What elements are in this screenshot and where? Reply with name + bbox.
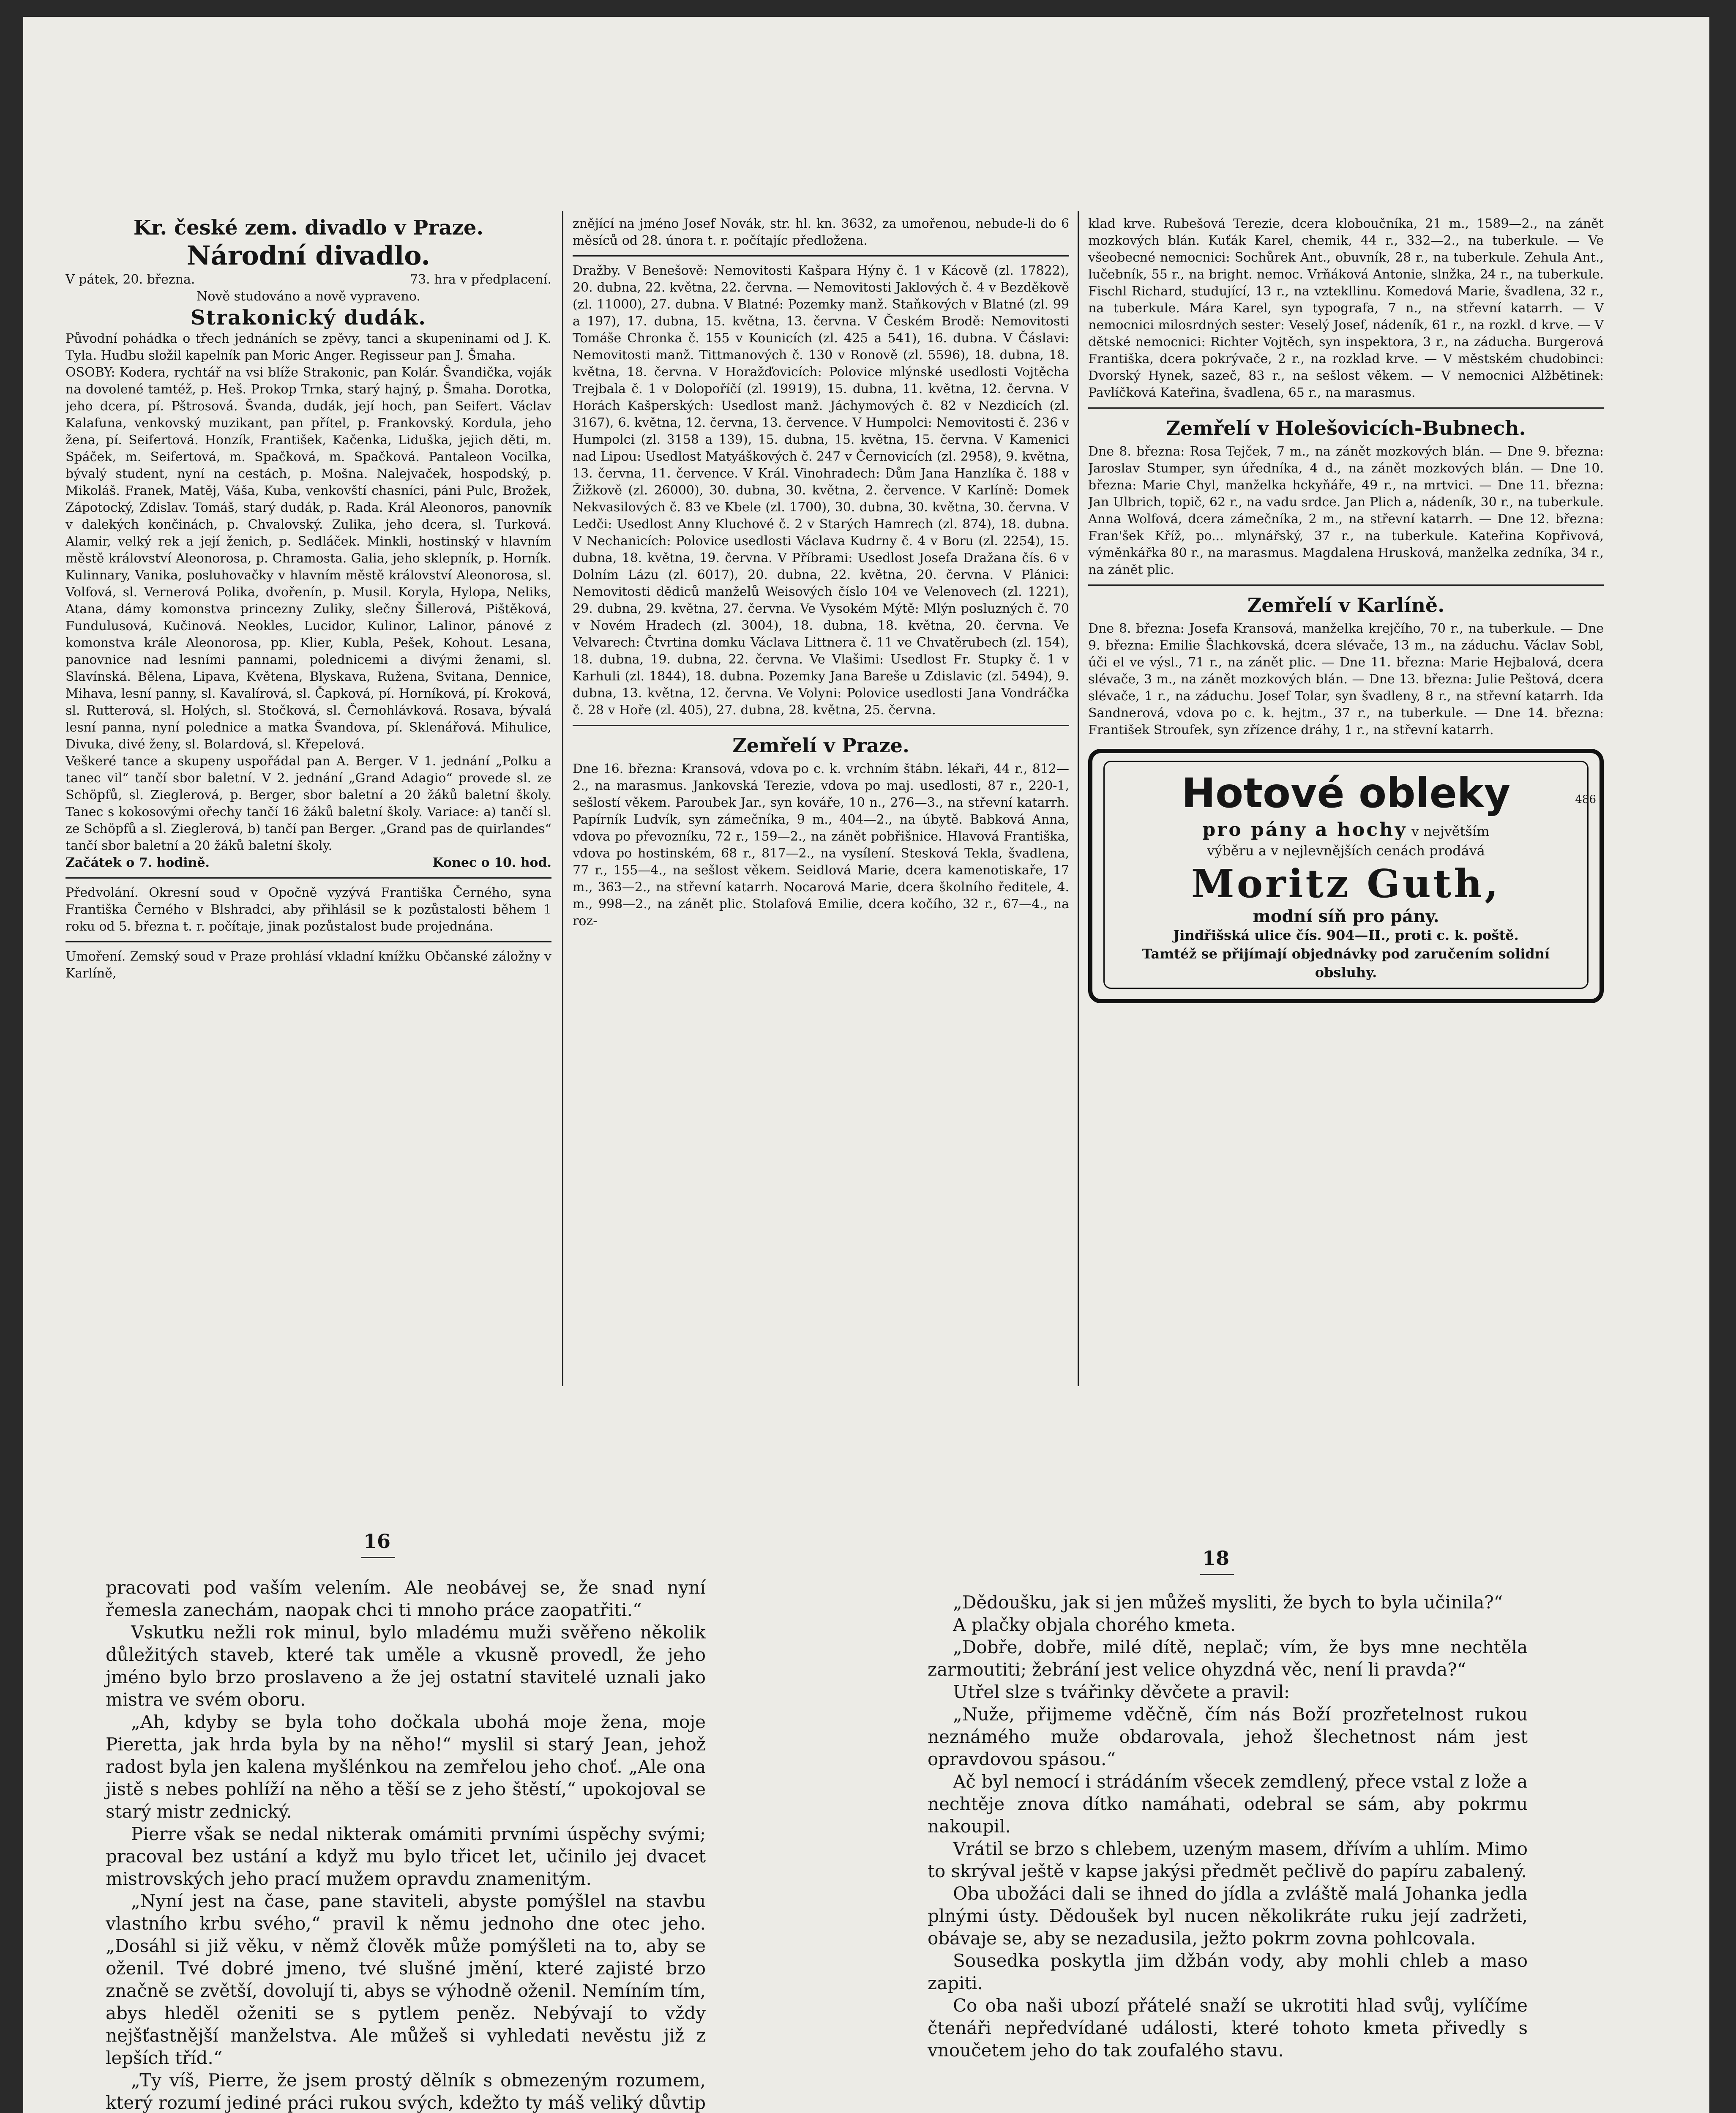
start-time: Začátek o 7. hodině. — [66, 855, 210, 870]
auctions-list: Dražby. V Benešově: Nemovitosti Kašpara Hýny č. 1 v Kácově (zl. 17822), 20. dubna, 22. května, 22. června. — Nemovitosti Jaklových č. 4 v Bezděkově (zl. 11000), 27. dubna. V Blatné: Pozemky manž. Staňkových v Blatné (zl. 99 a 197), 17. dubna, 15. května, 13. června. V Českém Brodě: Nemovitosti Tomáše Chronka č. 155 v Kounicích (zl. 425 a 541), 16. dubna. V Čáslavi: Nemovitosti manž. Tittmanových č. 130 v Ronově (zl. 5596), 18. dubna, 18. května, 18. června. V Horažďovicích: Polovice mlýnské usedlosti Vojtěcha Trejbala č. 1 v Dolopoříčí (zl. 19919), 15. dubna, 11. května, 12. června. V Horách Kašperských: Usedlost manž. Jáchymových č. 82 v Nezdicích (zl. 3167), 6. května, 12. června, 13. července. V Humpolci: Nemovitosti č. 236 v Humpolci (zl. 3158 a 139), 15. dubna, 15. května, 15. června. V Kamenici nad Lipou: Usedlost Matyáškových č. 247 v Černovicích (zl. 2958), 9. května, 13. června, 11. července. V Král. Vinohradech: Dům Jana Hanzlíka č. 188 v Žižkově (zl. 26000), 30. dubna, 30. května, 2. července. V Karlíně: Domek Nekvasilových č. 83 ve Kbele (zl. 1700), 30. dubna, 30. května, 30. června. V Ledči: Usedlost Anny Kluchové č. 2 v Starých Hamrech (zl. 874), 18. dubna. V Nechanicích: Polovice usedlosti Václava Kudrny č. 4 v Boru (zl. 2254), 15. dubna, 18. května, 19. června. V Příbrami: Usedlost Josefa Dražana čís. 6 v Dolním Lázu (zl. 6017), 20. dubna, 22. května, 20. června. V Plánici: Nemovitosti dědiců manželů Weisových číslo 104 ve Velenovech (zl. 1221), 29. dubna, 29. května, 27. června. Ve Vysokém Mýtě: Mlýn posluzných č. 70 v Novém Hradech (zl. 3004), 18. dubna, 18. května, 20. června. Ve Velvarech: Čtvrtina domku Václava Littnera č. 11 ve Chvatěrubech (zl. 154), 18. dubna, 19. dubna, 22. června. Ve Vlašimi: Usedlost Fr. Stupky č. 1 v Karhuli (zl. 1844), 18. dubna. Pozemky Jana Bareše u Zdislavic (zl. 5494), 9. dubna, 13. května, 12. června. Ve Volyni: Polovice usedlosti Jana Vondráčka č. 28 v Hoře (zl. 405), 27. dubna, 28. května, 25. června. — [573, 263, 1069, 718]
paragraph: Utřel slze s tvářinky děvčete a pravil: — [953, 1682, 1290, 1702]
left-page-number: 16 — [363, 1530, 391, 1553]
divider — [66, 877, 551, 879]
cast-list: OSOBY: Kodera, rychtář na vsi blíže Strakonic, pan Kolár. Švandička, voják na dovolené tamtéž, p. Heš. Prokop Trnka, starý hajný, p. Šmaha. Dorotka, jeho dcera, pí. Pštrosová. Švanda, dudák, její hoch, pan Seifert. Václav Kalafuna, venkovský muzikant, pan přítel, p. Frankovský. Kordula, jeho žena, pí. Seifertová. Honzík, František, Kačenka, Liduška, jejich děti, m. Spáček, m. Seifertová, m. Spačková, m. Spačková. Pantaleon Vocilka, bývalý student, nyní na cestách, p. Mošna. Nalejvaček, hospodský, p. Mikoláš. Franek, Matěj, Váša, Kuba, venkovští chasníci, páni Pulc, Brožek, Zápotocký, Zdislav. Tomáš, starý dudák, p. Rada. Král Aleonoros, panovník v dalekých končinách, p. Chvalovský. Zulika, jeho dcera, sl. Turková. Alamir, velký rek a její ženich, p. Sedláček. Minkli, hostinský v hlavním městě království Aleonorosa, p. Chramosta. Galia, jeho sklepník, p. Horník. Kulinnary, Vanika, posluhovačky v hlavním městě království Aleonorosa, sl. Volfová, sl. Vernerová Polika, dvořenín, p. Musil. Koryla, Hylopa, Neliks, Atana, dámy komonstva princezny Zuliky, slečny Šillerová, Pištěková, Fundulusová, Kučinová. Neokles, Lucidor, Kulinor, Lalinor, pánové z komonstva krále Aleonorosa, pp. Klier, Kubla, Pešek, Kohout. Lesana, panovnice nad lesními pannami, polednicemi a divými ženami, sl. Slavínská. Bělena, Lipava, Květena, Blyskava, Ružena, Svitana, Dennice, Mihava, lesní panny, sl. Kavalírová, sl. Čapková, pí. Horníková, pí. Kroková, sl. Rutterová, sl. Holých, sl. Stočková, sl. Černohlávková. Rosava, bývalá lesní panna, nyní polednice a matka Švandova, pí. Sklenářová. Mihulice, Divuka, divé ženy, sl. Bolardová, sl. Křepelová. — [66, 365, 551, 752]
page-number-rule — [361, 1557, 395, 1558]
deaths-prague-continued: klad krve. Rubešová Terezie, dcera kloboučníka, 21 m., 1589—2., na zánět mozkových blán. Kuťák Karel, chemik, 44 r., 332—2., na tuberkule. — Ve všeobecné nemocnici: Sochůrek Ant., obuvník, 28 r., na tuberkule. Zehula Ant., lučebník, 55 r., na bright. nemoc. Vrňáková Antonie, slnžka, 24 r., na tuberkule. Fischl Richard, studující, 13 r., na vztekllinu. Komedová Marie, švadlena, 32 r., na tuberkule. Mára Karel, syn typografa, 7 n., na střevní katarrh. — V nemocnici milosrdných sester: Veselý Josef, nádeník, 61 r., na rozkl. d krve. — V dětské nemocnici: Richter Vojtěch, syn inspektora, 3 r., na záducha. Burgerová Františka, dcera pokrývače, 2 r., na rozklad krve. — V městském chudobinci: Dvorský Hynek, sazeč, 83 r., na sešlost věkem. — V nemocnici Alžbětinek: Pavlíčková Kateřina, švadlena, 65 r., na marasmus. — [1088, 216, 1604, 400]
play-description: Původní pohádka o třech jednáních se zpěvy, tanci a skupeninami od J. K. Tyla. Hudbu složil kapelník pan Moric Anger. Regisseur pan J. Šmaha. — [66, 331, 551, 363]
ad-offer-tail: v největším — [1411, 823, 1490, 839]
deaths-karlin-list: Dne 8. března: Josefa Kransová, manželka krejčího, 70 r., na tuberkule. — Dne 9. března: Emilie Šlachkovská, dcera slévače, 13 m., na záduchu. Václav Sobl, úči el ve výsl., 71 r., na zánět plic. — Dne 11. března: Marie Hejbalová, dcera slévače, 3 m., na zánět mozkových blán. — Dne 13. března: Julie Peštová, dcera slévače, 1 r., na záduchu. Josef Tolar, syn švadleny, 8 r., na střevní katarrh. Ida Sandnerová, vdova po c. k. hejtm., 37 r., na tuberkule. — Dne 14. března: František Stroufek, syn zřízence dráhy, 1 r., na střevní katarrh. — [1088, 621, 1604, 737]
paragraph: „Nyní jest na čase, pane staviteli, abyste pomýšlel na stavbu vlastního krbu svého,“ pravil k němu jednoho dne otec jeho. „Dosáhl si již věku, v němž člověk může pomýšleti na to, aby se oženil. Tvé dobré jmeno, tvé slušné jmění, které zajisté brzo značně se zvětší, dovolují ti, abys se výhodně oženil. Nemíním tím, abys hleděl oženiti se s pytlem peněz. Nebývají to vždy nejšťastnější manželstva. Ale můžeš si vyhledati nevěstu již z lepších tříd.“ — [106, 1891, 706, 2068]
divider — [1088, 584, 1604, 586]
performance-date: V pátek, 20. března. — [66, 272, 195, 287]
divider — [66, 941, 551, 942]
divider — [573, 725, 1069, 726]
paragraph: Oba ubožáci dali se ihned do jídla a zvláště malá Johanka jedla plnými ústy. Dědoušek byl nucen několikráte ruku její zadržeti, obávaje se, aby se nezadusila, ježto pokrm zovna pohlcovala. — [928, 1883, 1528, 1949]
paragraph: Pierre však se nedal nikterak omámiti prvními úspěchy svými; pracoval bez ustání a když mu bylo třicet let, učinilo jej dvacet mistrovských jeho prací mužem opravdu znamenitým. — [106, 1824, 706, 1889]
newspaper-columns — [66, 199, 1604, 1390]
right-page-number: 18 — [1202, 1547, 1230, 1570]
ad-address: Jindřišská ulice čís. 904—II., proti c. k. poště. — [1173, 927, 1519, 943]
ad-offer-line — [1109, 819, 1583, 841]
newspaper-page — [23, 17, 1709, 2113]
divider — [1088, 407, 1604, 409]
ad-number: 486 — [1575, 793, 1596, 806]
column-divider — [1078, 211, 1079, 1386]
paragraph: „Ty víš, Pierre, že jsem prostý dělník s obmezeným rozumem, který rozumí jediné práci rukou svých, kdežto ty máš veliký důvtip — [106, 2070, 706, 2113]
paragraph: A plačky objala chorého kmeta. — [953, 1614, 1236, 1635]
paragraph: Co oba naši ubozí přátelé snaží se ukrotiti hlad svůj, vylíčíme čtenáři nepředvídané události, které tohoto kmeta přivedly s vnoučetem jeho do tak zoufalého stavu. — [928, 1995, 1528, 2061]
paragraph: Vskutku nežli rok minul, bylo mladému muži svěřeno několik důležitých staveb, které tak uměle a vkusně provedl, že jeho jméno bylo brzo proslaveno a že jej ostatní stavitelé uznali jako mistra ve svém oboru. — [106, 1622, 706, 1710]
column-deaths — [1088, 216, 1604, 1003]
show-times — [66, 854, 551, 871]
ad-inner-frame — [1103, 761, 1589, 989]
deaths-karlin-heading: Zemřelí v Karlíně. — [1247, 594, 1445, 617]
paragraph: „Dědoušku, jak si jen můžeš mysliti, že bych to byla učinila?“ — [953, 1592, 1503, 1613]
column-divider — [562, 211, 563, 1386]
performance-date-row — [66, 271, 551, 288]
play-title: Strakonický dudák. — [191, 306, 426, 330]
paragraph: Vrátil se brzo s chlebem, uzeným masem, dřívím a uhlím. Mimo to skrýval ještě v kapse jakýsi předmět pečlivě do papíru zabalený. — [928, 1838, 1528, 1881]
ad-shop-type: modní síň pro pány. — [1253, 906, 1439, 926]
column-theatre — [66, 216, 551, 982]
paragraph: pracovati pod vaším velením. Ale neobávej se, že snad nyní řemesla zanechám, naopak chci ti mnoho práce zaopatřiti.“ — [106, 1577, 706, 1620]
deaths-prague-heading: Zemřelí v Praze. — [732, 734, 909, 757]
dance-notes: Veškeré tance a skupeny uspořádal pan A. Berger. V 1. jednání „Polku a tanec vil“ tančí sbor baletní. V 2. jednání „Grand Adagio“ provede sl. ze Schöpfů, sl. Zieglerová, p. Berger, sbor baletní a 20 žáků baletní školy. Tanec s kokosovými ořechy tančí 16 žáků baletní školy. Variace: a) tančí sl. ze Schöpfů a sl. Zieglerová, b) tančí pan Berger. „Grand pas de quirlandes“ tančí sbor baletní a 20 žáků baletní školy. — [66, 754, 551, 853]
cancellation-notice: Umoření. Zemský soud v Praze prohlásí vkladní knížku Občanské záložny v Karlíně, — [66, 949, 551, 981]
paragraph: Sousedka poskytla jim džbán vody, aby mohli chleb a maso zapiti. — [928, 1950, 1528, 1993]
ad-selection-line: výběru a v nejlevnějších cenách prodává — [1207, 843, 1485, 859]
deaths-holesovice-list: Dne 8. března: Rosa Tejček, 7 m., na zánět mozkových blán. — Dne 9. března: Jaroslav Stumper, syn úředníka, 4 d., na zánět mozkových blán. — Dne 10. března: Marie Chyl, manželka hckyňáře, 49 r., na mrtvici. — Dne 11. března: Jan Ulbrich, topič, 62 r., na vadu srdce. Jan Plich a, nádeník, 30 r., na tuberkule. Anna Wolfová, dcera zámečníka, 2 m., na střevní katarrh. — Dne 12. března: Fran'šek Kříž, po... mlynářský, 37 r., na tuberkule. Kateřina Kopřivová, výměnkářka 80 r., na marasmus. Magdalena Hrusková, manželka zedníka, 34 r., na zánět plic. — [1088, 444, 1604, 577]
subscription-number: 73. hra v předplacení. — [409, 272, 551, 287]
end-time: Konec o 10. hod. — [432, 855, 551, 870]
divider — [573, 255, 1069, 257]
book-pages — [23, 1530, 1709, 2113]
ad-offer: pro pány a hochy — [1202, 819, 1407, 841]
page-number-rule — [1200, 1574, 1234, 1575]
novelty-note: Nově studováno a nově vypraveno. — [197, 289, 420, 304]
ad-title: Hotové obleky — [1181, 770, 1511, 817]
theatre-heading: Kr. české zem. divadlo v Praze. — [133, 216, 484, 240]
paragraph: „Ah, kdyby se byla toho dočkala ubohá moje žena, moje Pieretta, jak hrda byla by na něho!“ myslil si starý Jean, jehož radost byla jen kalena myšlénkou na zemřelou jeho choť. „Ale ona jistě s nebes pohlíží na něho a těší se z jeho štěstí,“ upokojoval se starý mistr zednický. — [106, 1712, 706, 1822]
deaths-holesovice-heading: Zemřelí v Holešovicích-Bubnech. — [1166, 417, 1526, 440]
paragraph: Ač byl nemocí i strádáním všecek zemdlený, přece vstal z lože a nechtěje znova dítko namáhati, odebral se sám, aby pokrmu nakoupil. — [928, 1771, 1528, 1837]
left-page-text — [106, 1576, 706, 2113]
deaths-prague-list: Dne 16. března: Kransová, vdova po c. k. vrchním štábn. lékaři, 44 r., 812—2., na marasmus. Jankovská Terezie, vdova po maj. usedlosti, 87 r., 220-1, sešlostí věkem. Paroubek Jar., syn kováře, 10 n., 276—3., na střevní katarrh. Papírník Ludvík, syn zámečníka, 9 m., 404—2., na úbytě. Babková Anna, vdova po převozníku, 72 r., 159—2., na zánět pobřišnice. Hlavová Františka, vdova po hostinském, 68 r., 817—2., na vysílení. Stesková Tekla, švadlena, 77 r., 155—4., na sešlost věkem. Seidlová Marie, dcera kamenotiskaře, 17 m., 363—2., na střevní katarrh. Nocarová Marie, dcera školního ředitele, 4. m., 998—2., na zánět plic. Stolafová Emilie, dcera kočího, 32 r., 67—4., na roz- — [573, 762, 1069, 928]
paragraph: „Nuže, přijmeme vděčně, čím nás Boží prozřetelnost rukou neznámého muže obdarovala, jehož šlechetnost nám jest opravdovou spásou.“ — [928, 1704, 1528, 1769]
ad-note: Tamtéž se přijímají objednávky pod zaručením solidní obsluhy. — [1142, 946, 1550, 980]
right-page-text — [928, 1591, 1528, 2061]
theatre-subheading: Národní divadlo. — [186, 240, 431, 271]
ad-merchant-name: Moritz Guth, — [1191, 861, 1501, 906]
cancellation-continued: znějící na jméno Josef Novák, str. hl. kn. 3632, za umořenou, nebude-li do 6 měsíců od 28. února t. r. počítajíc předložena. — [573, 216, 1069, 248]
clothing-advertisement — [1088, 749, 1604, 1003]
summons-notice: Předvolání. Okresní soud v Opočně vyzývá Františka Černého, syna Františka Černého v Blshradci, aby přihlásil se k pozůstalosti během 1 roku od 5. března t. r. počítaje, jinak pozůstalost bude projednána. — [66, 885, 551, 934]
paragraph: „Dobře, dobře, milé dítě, neplač; vím, že bys mne nechtěla zarmoutiti; žebrání jest velice ohyzdná věc, není li pravda?“ — [928, 1637, 1528, 1680]
column-notices — [573, 216, 1069, 930]
